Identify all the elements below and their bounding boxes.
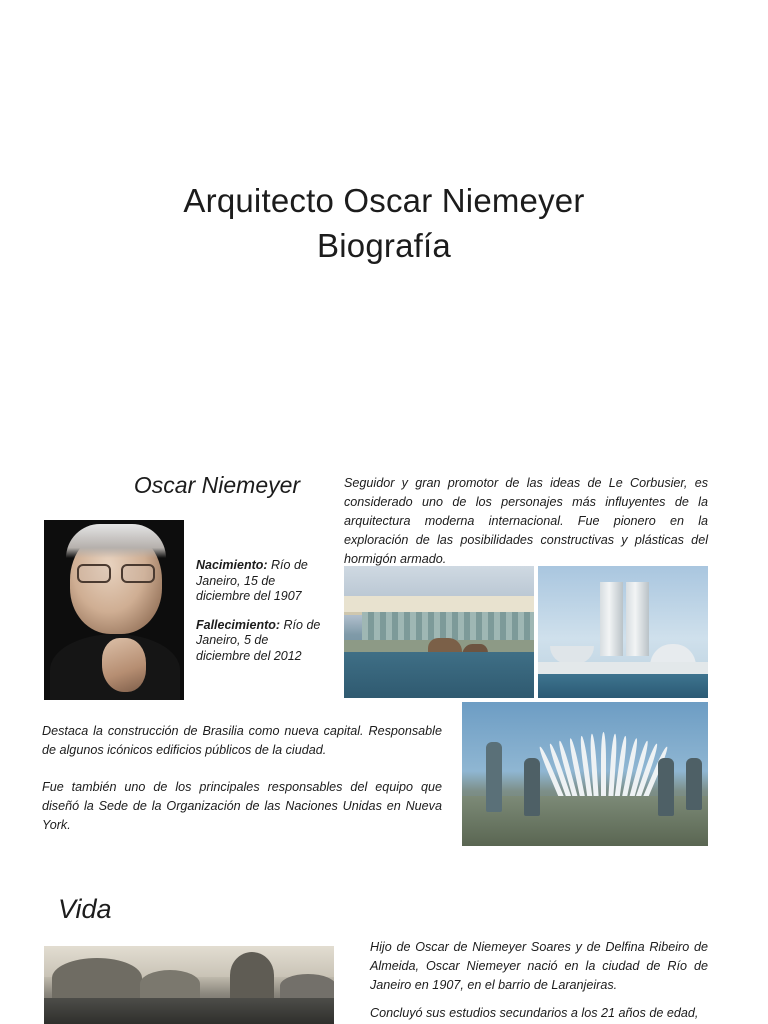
- rio-sugarloaf-shape: [230, 952, 274, 998]
- subject-name-heading: Oscar Niemeyer: [133, 472, 301, 498]
- congress-tower-right-shape: [626, 582, 649, 656]
- building-roof-shape: [344, 596, 534, 612]
- rio-sea-shape: [44, 998, 334, 1024]
- congress-tower-left-shape: [600, 582, 623, 656]
- cathedral-statue-shape: [658, 758, 674, 816]
- portrait-hair-shape: [66, 524, 166, 558]
- death-value: Río de Janeiro, 5 de diciembre del 2012: [196, 617, 321, 663]
- birth-value: Río de Janeiro, 15 de diciembre del 1907: [196, 558, 308, 603]
- oscar-niemeyer-portrait-photo: [44, 520, 184, 700]
- cathedral-statue-shape: [524, 758, 540, 816]
- death-fact: [196, 618, 321, 665]
- page-title: [80, 178, 688, 268]
- congress-water-shape: [538, 674, 708, 698]
- cathedral-statue-shape: [486, 742, 502, 812]
- portrait-glasses-shape: [77, 564, 155, 580]
- title-line-2: Biografía: [317, 227, 451, 264]
- rio-hill-shape: [280, 974, 334, 998]
- cathedral-statue-shape: [686, 758, 702, 810]
- rio-hill-shape: [52, 958, 142, 998]
- congress-base-shape: [538, 662, 708, 674]
- brasilia-paragraph: Destaca la construcción de Brasilia como nueva capital. Responsable de algunos icónicos edificios públicos de la ciudad.: [42, 724, 442, 757]
- death-label: Fallecimiento:: [196, 617, 281, 632]
- rio-de-janeiro-panorama-photo: [44, 946, 334, 1024]
- building-water-shape: [344, 652, 534, 698]
- portrait-hand-shape: [102, 638, 146, 692]
- cathedral-of-brasilia-photo: [462, 702, 708, 846]
- birth-fact: [196, 558, 321, 605]
- vida-paragraph-2: Concluyó sus estudios secundarios a los 21 años de edad,: [370, 1006, 699, 1020]
- onu-paragraph: Fue también uno de los principales responsables del equipo que diseñó la Sede de la Organización de las Naciones Unidas en Nueva York.: [42, 780, 442, 832]
- cathedral-crown-shape: [558, 730, 644, 802]
- title-line-1: Arquitecto Oscar Niemeyer: [183, 182, 585, 219]
- intro-paragraph: Seguidor y gran promotor de las ideas de Le Corbusier, es considerado uno de los personajes más influyentes de la arquitectura moderna internacional. Fue pionero en la exploración de las posibilidades constructivas y plásticas del hormigón armado.: [344, 476, 708, 566]
- rio-hill-shape: [140, 970, 200, 998]
- cathedral-column-shape: [601, 732, 606, 802]
- birth-label: Nacimiento:: [196, 558, 268, 572]
- vida-paragraph-1: Hijo de Oscar de Niemeyer Soares y de Delfina Ribeiro de Almeida, Oscar Niemeyer nació en la ciudad de Río de Janeiro en 1907, en el barrio de Laranjeiras.: [370, 940, 708, 992]
- vida-section-heading: Vida: [58, 894, 112, 924]
- museum-building-photo: [344, 566, 534, 698]
- national-congress-brasilia-photo: [538, 566, 708, 698]
- biography-facts: [196, 558, 321, 677]
